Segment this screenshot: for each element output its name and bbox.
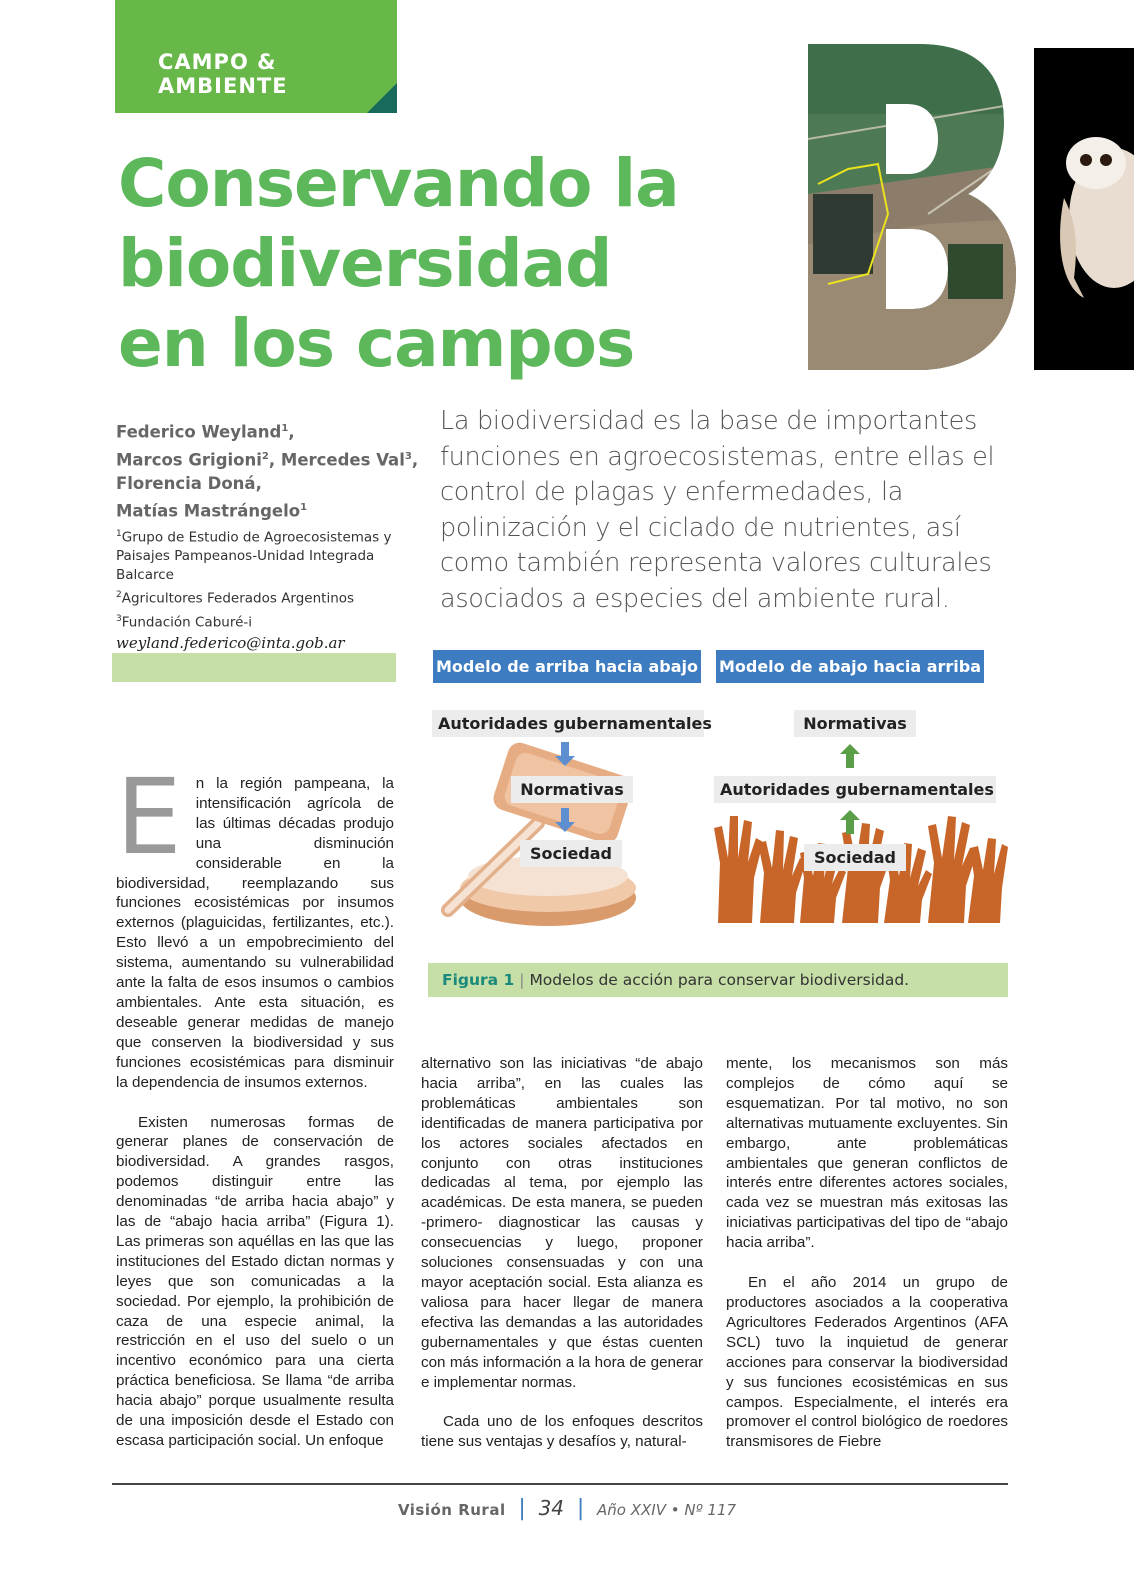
author-sup: 1 [300,502,308,513]
figure-caption [428,963,1008,997]
affiliation-text: Grupo de Estudio de Agroecosistemas y Paisajes Pampeanos-Unidad Integrada Balcarce [116,529,392,583]
caption-separator: | [519,971,525,989]
paragraph-text: n la región pampeana, la intensificación agrícola de las últimas décadas produjo una disminución considerable en la biodiversidad, reemplazando sus funciones ecosistémicas por insumos externos (plaguicidas, fertilizantes, etc.). Esto llevó a un empobrecimiento del sistema, aumentando su vulnerabilidad ante la falta de esos insumos o cambios ambientales. Ante esta situación, es deseable generar medidas de manejo que conserven la biodiversidad y sus funciones ecosistémicas para disminuir la dependencia de insumos externos. [116,775,394,1091]
decorative-green-bar [112,653,396,682]
title-line: Conservando la [118,145,679,222]
section-label: CAMPO & AMBIENTE [158,50,288,98]
figure-box-left-normativas: Normativas [511,776,633,803]
author-line [116,496,416,524]
authors-block [116,417,419,654]
author-name: Matías Mastrángelo [116,501,301,521]
author-sup: 2 [261,450,269,462]
author-sup: 3 [404,450,412,462]
gavel-icon [448,740,636,926]
author-name: Florencia Doná, [116,474,262,493]
body-paragraph: Cada uno de los enfoques descritos tiene sus ventajas y desafíos y, natural- [421,1413,703,1451]
author-sup: 1 [281,423,289,434]
body-paragraph: Existen numerosas formas de generar planes de conservación de biodiversidad. A grandes rasgos, podemos distinguir entre las denominadas “de arriba hacia abajo” y las de “abajo hacia arriba” (Figura 1). Las primeras son aquéllas en las que las instituciones del Estado dictan normas y leyes que son comunicadas a la sociedad. Por ejemplo, la prohibición de caza de una especie animal, la restricción en el uso del suelo o un incentivo económico para una cierta práctica beneficiosa. Se llama “de arriba hacia abajo” porque usualmente resulta de una imposición desde el Estado con escasa participación social. Un enfoque [116,1113,394,1449]
title-line: en los campos [118,305,635,382]
caption-label: Figura 1 [442,971,515,989]
owl-photo [1034,48,1134,370]
author-line: Marcos Grigioni$^2$, Mercedes Val$^3$, [116,450,419,469]
author-name: Mercedes Val [280,450,405,469]
author-line: Federico Weyland$^1$, [116,422,295,442]
footer-separator: | [576,1496,585,1521]
magazine-name: Visión Rural [397,1501,506,1519]
affiliation [116,586,416,609]
author-name: Marcos Grigioni [116,450,262,469]
figure-right-header: Modelo de abajo hacia arriba [716,650,984,683]
figure-box-left-sociedad: Sociedad [520,840,622,867]
affiliation-text: Agricultores Federados Argentinos [121,590,355,607]
affiliation [116,610,416,633]
affiliation-sup: 2 [116,590,122,600]
owl-illustration [1034,48,1134,370]
drop-cap: E [116,756,182,878]
body-column-1 [116,756,394,1451]
author-name: Federico Weyland [116,422,282,442]
figure-1 [428,648,1010,948]
body-paragraph: mente, los mecanismos son más complejos de cómo aquí se esquematizan. Por tal motivo, no son alternativas mutuamente excluyentes. Sin embargo, ante problemáticas ambientales que generan conflictos de interés entre diferentes actores sociales, cada vez se muestran más exitosas las iniciativas participativas del tipo de “abajo hacia arriba”. [726,1055,1008,1252]
figure-box-right-authorities: Autoridades gubernamentales [714,776,996,803]
caption-text: Modelos de acción para conservar biodiversidad. [529,971,910,989]
affiliation [116,525,416,586]
figure-box-left-authorities: Autoridades gubernamentales [432,710,704,737]
body-column-3 [726,1054,1008,1452]
author-line [116,472,416,496]
author-email[interactable]: weyland.federico@inta.gob.ar [116,634,345,652]
section-tab-corner [367,83,397,113]
body-paragraph: alternativo son las iniciativas “de abajo hacia arriba”, en las cuales las problemáticas ambientales son identificadas de manera participativa por los actores sociales afectados en conjunto con otras instituciones dedicadas al tema, por ejemplo las académicas. De esta manera, se pueden -primero- diagnosticar las causas y consecuencias y luego, proponer soluciones consensuadas y con una mayor aceptación social. Esta alianza es valiosa para hacer llegar de manera efectiva las demandas a las autoridades gubernamentales y que éstas cuenten con más información a la hora de generar e implementar normas. [421,1055,703,1391]
title-line: biodiversidad [118,225,612,302]
affiliation-sup: 3 [116,613,122,624]
section-tab [115,0,397,113]
affiliation-text: Fundación Caburé-i [121,614,253,630]
body-paragraph: En el año 2014 un grupo de productores asociados a la cooperativa Agricultores Federados Argentinos (AFA SCL) tuvo la inquietud de generar acciones para conservar la biodiversidad y sus funciones ecosistémicas en sus campos. Especialmente, el interés era promover el control biológico de roedores transmisores de Fiebre [726,1274,1008,1451]
letter-b-aerial-image [808,44,1016,370]
article-title [118,144,768,384]
figure-left-header: Modelo de arriba hacia abajo [433,650,701,683]
figure-box-right-sociedad: Sociedad [804,844,906,871]
issue-info: Año XXIV • Nº 117 [597,1501,737,1519]
footer-rule [112,1483,1008,1485]
figure-box-right-normativas: Normativas [794,710,916,737]
footer [0,1496,1134,1521]
body-column-2 [421,1054,703,1452]
body-paragraph [116,756,394,1093]
page-number: 34 [538,1496,565,1520]
affiliation-sup: 1 [116,528,122,539]
lead-paragraph: La biodiversidad es la base de importantes funciones en agroecosistemas, entre ellas el control de plagas y enfermedades, la polinización y el ciclado de nutrientes, así como también representa valores culturales asociados a especies del ambiente rural. [440,406,995,614]
footer-separator: | [518,1496,526,1521]
